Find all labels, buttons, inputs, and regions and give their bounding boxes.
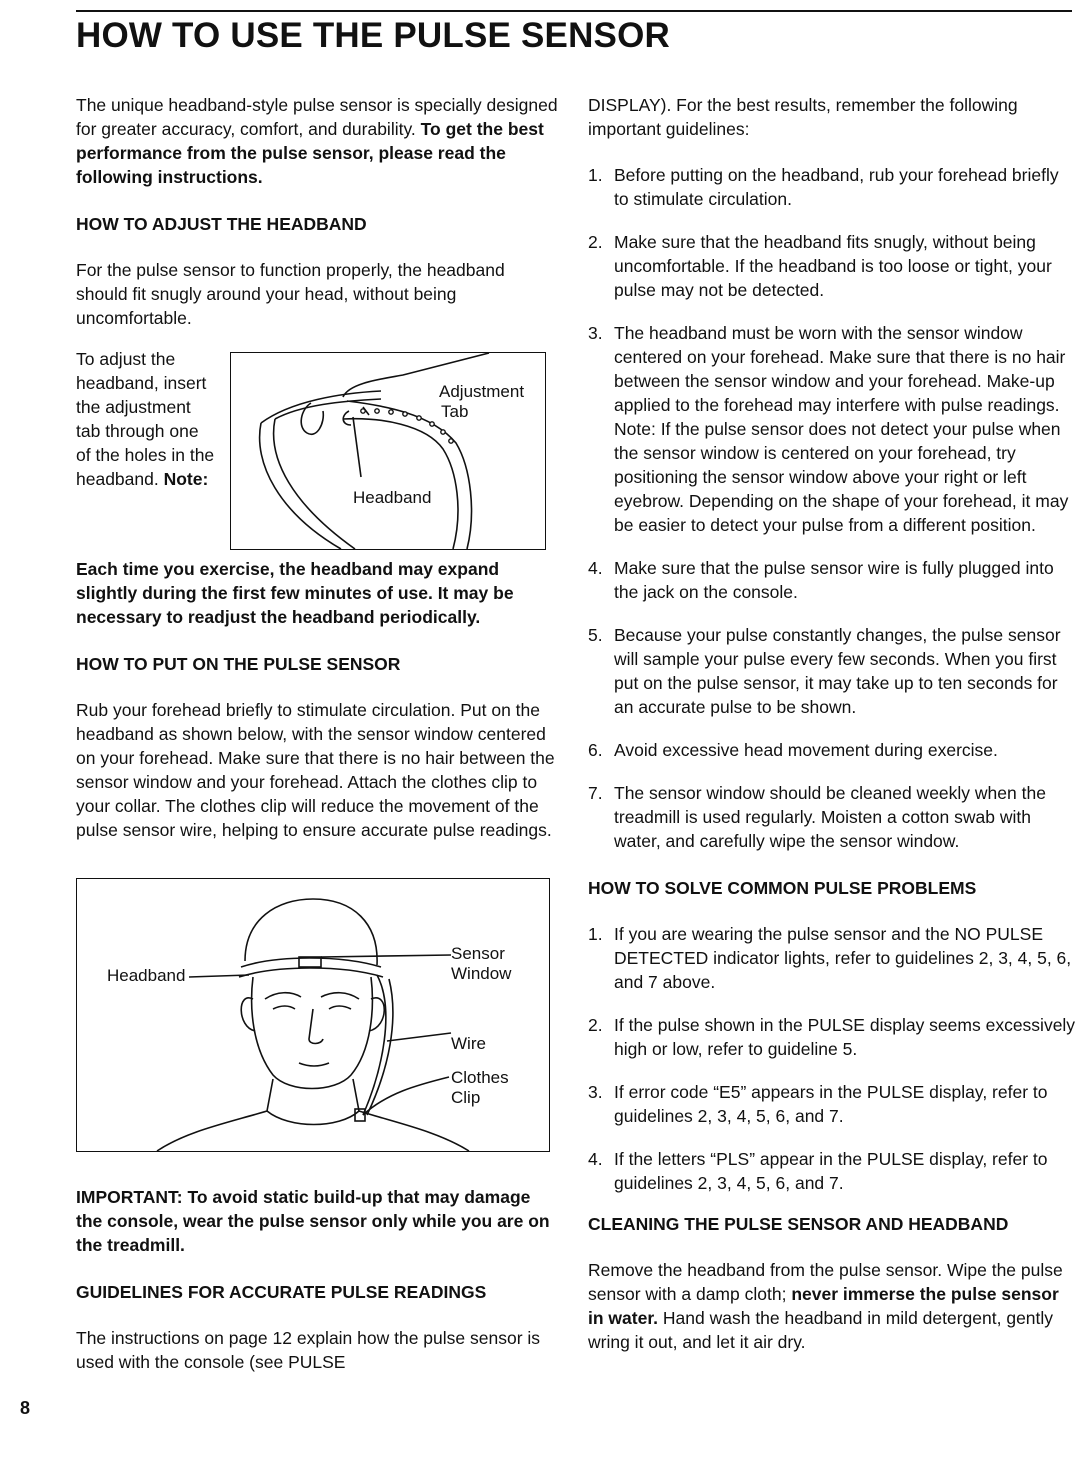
- guideline-item: [588, 781, 1076, 853]
- adjust-steps-paragraph: [76, 347, 216, 491]
- wearing-sensor-figure: [76, 878, 550, 1152]
- headband-label: Headband: [353, 488, 432, 507]
- guideline-number: 4.: [588, 558, 603, 578]
- guideline-text: Because your pulse constantly changes, the pulse sensor will sample your pulse every few seconds. When you first put on the pulse sensor, it may take up to ten seconds for an accurate pulse to be shown.: [614, 625, 1061, 717]
- problem-text: If the letters “PLS” appear in the PULSE display, refer to guidelines 2, 3, 4, 5, 6, and 7.: [614, 1149, 1048, 1193]
- guideline-item: [588, 163, 1076, 211]
- guideline-item: [588, 738, 1076, 762]
- guideline-item: [588, 556, 1076, 604]
- cleaning-warning: never immerse the pulse sensor in water.: [588, 1284, 1059, 1328]
- heading-adjust-headband: HOW TO ADJUST THE HEADBAND: [76, 214, 367, 234]
- important-warning: IMPORTANT: To avoid static build-up that may damage the console, wear the pulse sensor only while you are on the treadmill.: [76, 1187, 550, 1255]
- guideline-number: 7.: [588, 783, 603, 803]
- headband-adjustment-figure: [230, 352, 546, 550]
- heading-guidelines: GUIDELINES FOR ACCURATE PULSE READINGS: [76, 1282, 487, 1302]
- right-column: [588, 93, 1076, 1354]
- heading-put-on-sensor: HOW TO PUT ON THE PULSE SENSOR: [76, 654, 401, 674]
- intro-paragraph: [76, 93, 560, 189]
- cleaning-text-1: Remove the headband from the pulse sensor. Wipe the pulse sensor with a damp cloth;: [588, 1260, 1063, 1304]
- heading-problems: HOW TO SOLVE COMMON PULSE PROBLEMS: [588, 878, 977, 898]
- heading-cleaning: CLEANING THE PULSE SENSOR AND HEADBAND: [588, 1214, 1009, 1234]
- problem-number: 2.: [588, 1015, 603, 1035]
- guideline-number: 1.: [588, 165, 603, 185]
- guideline-number: 3.: [588, 323, 603, 343]
- problem-item: [588, 1147, 1076, 1195]
- problem-item: [588, 922, 1076, 994]
- note-label: Note:: [163, 469, 209, 489]
- adjust-paragraph: For the pulse sensor to function properly, the headband should fit snugly around your head, without being uncomfortable.: [76, 260, 505, 328]
- page-number: 8: [20, 1398, 31, 1418]
- guideline-text: Avoid excessive head movement during exercise.: [614, 740, 998, 760]
- intro-normal: The unique headband-style pulse sensor is specially designed for greater accuracy, comfort, and durability.: [76, 95, 558, 139]
- note-bold-paragraph: Each time you exercise, the headband may expand slightly during the first few minutes of use. It may be necessary to readjust the headband periodically.: [76, 559, 514, 627]
- cleaning-text-2: Hand wash the headband in mild detergent, gently wring it out, and let it air dry.: [588, 1308, 1054, 1352]
- tab-label: Tab: [441, 402, 469, 421]
- guidelines-intro-paragraph: The instructions on page 12 explain how the pulse sensor is used with the console (see PULSE: [76, 1328, 541, 1372]
- problem-number: 1.: [588, 924, 603, 944]
- guideline-number: 5.: [588, 625, 603, 645]
- adjustment-label: Adjustment: [439, 382, 525, 401]
- guideline-text: Make sure that the pulse sensor wire is fully plugged into the jack on the console.: [614, 558, 1054, 602]
- problem-item: [588, 1013, 1076, 1061]
- problems-list: [588, 922, 1076, 1195]
- problem-item: [588, 1080, 1076, 1128]
- headband-callout-label: Headband: [107, 966, 186, 985]
- sensor-callout-label: Sensor: [451, 944, 505, 963]
- adjust-steps-text: To adjust the headband, insert the adjustment tab through one of the holes in the headband.: [76, 349, 215, 489]
- problem-text: If the pulse shown in the PULSE display seems excessively high or low, refer to guideline 5.: [614, 1015, 1076, 1059]
- guideline-number: 6.: [588, 740, 603, 760]
- guidelines-list: [588, 163, 1076, 853]
- intro-bold: To get the best performance from the pulse sensor, please read the following instructions.: [76, 119, 544, 187]
- head-with-sensor-illustration: [77, 879, 549, 1151]
- put-on-paragraph: Rub your forehead briefly to stimulate circulation. Put on the headband as shown below, with the sensor window centered on your forehead. Make sure that there is no hair between the sensor window and your forehead. Attach the clothes clip to your collar. The clothes clip will reduce the movement of the pulse sensor wire, helping to ensure accurate pulse readings.: [76, 700, 555, 840]
- title-rule: [76, 10, 1072, 12]
- guideline-text: Before putting on the headband, rub your forehead briefly to stimulate circulation.: [614, 165, 1059, 209]
- left-column: [76, 93, 560, 1374]
- guideline-text: The headband must be worn with the sensor window centered on your forehead. Make sure that there is no hair between the sensor window and your forehead. Make-up applied to the forehead may interfere with pulse readings. Note: If the pulse sensor does not detect your pulse when the sensor window is centered on your forehead, try positioning the sensor window above your right or left eyebrow. Depending on the shape of your forehead, it may be easier to detect your pulse from a different position.: [614, 323, 1069, 535]
- window-callout-label: Window: [451, 964, 512, 983]
- problem-text: If you are wearing the pulse sensor and the NO PULSE DETECTED indicator lights, refer to guidelines 2, 3, 4, 5, 6, and 7 above.: [614, 924, 1072, 992]
- guidelines-continued-paragraph: DISPLAY). For the best results, remember the following important guidelines:: [588, 95, 1018, 139]
- guideline-text: The sensor window should be cleaned weekly when the treadmill is used regularly. Moisten a cotton swab with water, and carefully wipe the sensor window.: [614, 783, 1046, 851]
- guideline-item: [588, 230, 1076, 302]
- guideline-item: [588, 321, 1076, 537]
- guideline-item: [588, 623, 1076, 719]
- adjust-section: [76, 347, 560, 573]
- guideline-text: Make sure that the headband fits snugly, without being uncomfortable. If the headband is too loose or tight, your pulse may not be detected.: [614, 232, 1052, 300]
- clip-callout-label: Clip: [451, 1088, 481, 1107]
- guideline-number: 2.: [588, 232, 603, 252]
- problem-number: 4.: [588, 1149, 603, 1169]
- page-title: HOW TO USE THE PULSE SENSOR: [76, 16, 670, 55]
- wire-callout-label: Wire: [451, 1034, 486, 1053]
- problem-number: 3.: [588, 1082, 603, 1102]
- cleaning-paragraph: [588, 1258, 1076, 1354]
- problem-text: If error code “E5” appears in the PULSE display, refer to guidelines 2, 3, 4, 5, 6, and 7.: [614, 1082, 1048, 1126]
- clothes-callout-label: Clothes: [451, 1068, 509, 1087]
